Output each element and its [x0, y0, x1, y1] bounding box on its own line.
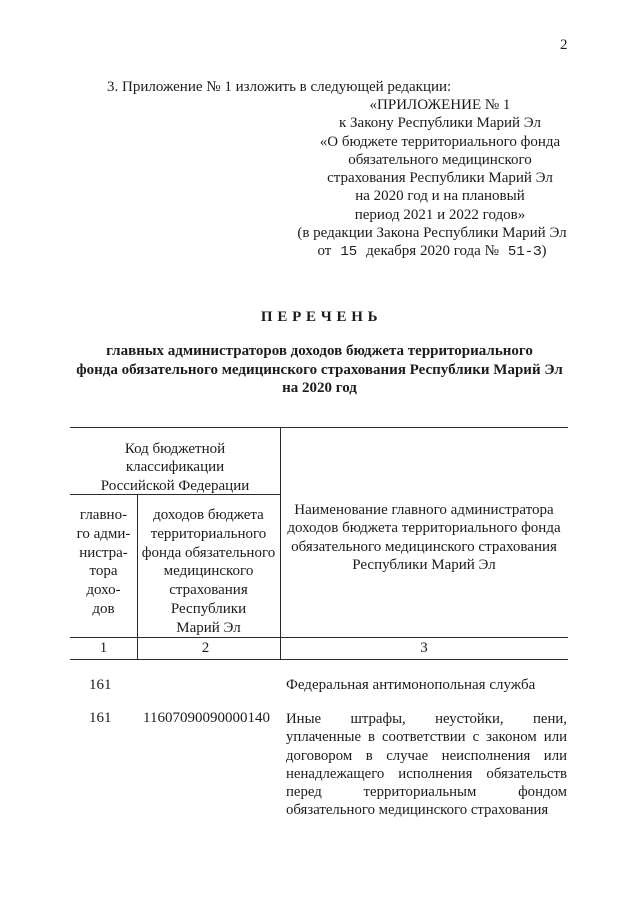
row-admin-name: Федеральная антимонопольная служба — [286, 677, 536, 693]
revision-date-line — [282, 242, 582, 260]
appendix-line: на 2020 год и на плановый — [355, 188, 525, 205]
row-revenue-code: 11607090090000140 — [143, 710, 270, 726]
column-number-2: 2 — [201, 640, 210, 656]
header-line: доходов бюджета территориального фонда — [287, 520, 561, 537]
header-line: нистра- — [79, 544, 128, 561]
column-number-1: 1 — [99, 640, 108, 656]
appendix-line: «О бюджете территориального фонда — [319, 133, 561, 150]
amendment-instruction: 3. Приложение № 1 изложить в следующей редакции: — [107, 79, 452, 95]
revision-middle: декабря 2020 года № — [366, 243, 499, 260]
header-line: го адми- — [76, 525, 131, 542]
header-line: Наименование главного администратора — [294, 502, 554, 518]
header-line: классификации — [125, 459, 225, 476]
header-line: Российской Федерации — [100, 477, 250, 494]
header-col3 — [280, 501, 568, 574]
revision-line: (в редакции Закона Республики Марий Эл — [297, 225, 567, 241]
column-number-3: 3 — [420, 640, 428, 656]
title-line: главных администраторов доходов бюджета территориального — [106, 343, 533, 359]
header-line: доходов бюджета — [153, 507, 264, 523]
header-line: обязательного медицинского страхования — [291, 538, 557, 555]
row-text-line: перед территориальным фондом — [286, 784, 567, 801]
title-line: фонда обязательного медицинского страхования Республики Марий Эл — [76, 361, 563, 378]
header-line: Республики Марий Эл — [352, 556, 496, 573]
row-text-line: ненадлежащего исполнения обязательств — [286, 765, 567, 782]
table-top-border — [70, 427, 568, 428]
revision-prefix: от — [317, 243, 332, 260]
row-revenue-name — [286, 710, 567, 820]
title-line: на 2020 год — [282, 380, 357, 396]
header-line: Код бюджетной — [124, 441, 226, 457]
row-text-line: договором в случае неисполнения или — [286, 747, 567, 764]
header-group-code — [70, 440, 280, 495]
revision-day: 15 — [340, 244, 358, 261]
appendix-line: к Закону Республики Марий Эл — [338, 115, 541, 132]
document-heading: П Е Р Е Ч Е Н Ь — [260, 309, 379, 325]
header-line: дов — [92, 600, 115, 617]
revision-note — [282, 224, 582, 261]
appendix-line: «ПРИЛОЖЕНИЕ № 1 — [369, 97, 511, 113]
row-text-line: уплаченные в соответствии с законом или — [286, 729, 567, 746]
row-text-line: обязательного медицинского страхования — [286, 802, 549, 819]
header-line: главно- — [79, 507, 128, 523]
revision-number: 51-З — [507, 244, 542, 261]
appendix-header — [290, 96, 590, 224]
appendix-line: обязательного медицинского — [348, 151, 532, 168]
appendix-line: период 2021 и 2022 годов» — [354, 206, 526, 223]
header-col2 — [137, 506, 280, 638]
revision-suffix: ) — [541, 243, 547, 260]
row-admin-code: 161 — [89, 677, 112, 693]
header-col1 — [70, 506, 137, 619]
header-line: территориального — [150, 525, 267, 542]
table-numbering-bottom-border — [70, 659, 568, 660]
header-line: фонда обязательного — [141, 544, 276, 561]
header-line: Республики — [170, 600, 247, 617]
row-text-line: Иные штрафы, неустойки, пени, — [286, 711, 567, 727]
header-line: Марий Эл — [176, 619, 241, 636]
page-number: 2 — [560, 37, 568, 53]
header-line: тора — [89, 563, 118, 580]
header-line: дохо- — [86, 582, 121, 599]
row-admin-code: 161 — [89, 710, 112, 726]
document-title — [0, 342, 639, 398]
header-line: медицинского — [163, 563, 254, 580]
header-line: страхования — [169, 582, 248, 599]
appendix-line: страхования Республики Марий Эл — [327, 170, 553, 187]
